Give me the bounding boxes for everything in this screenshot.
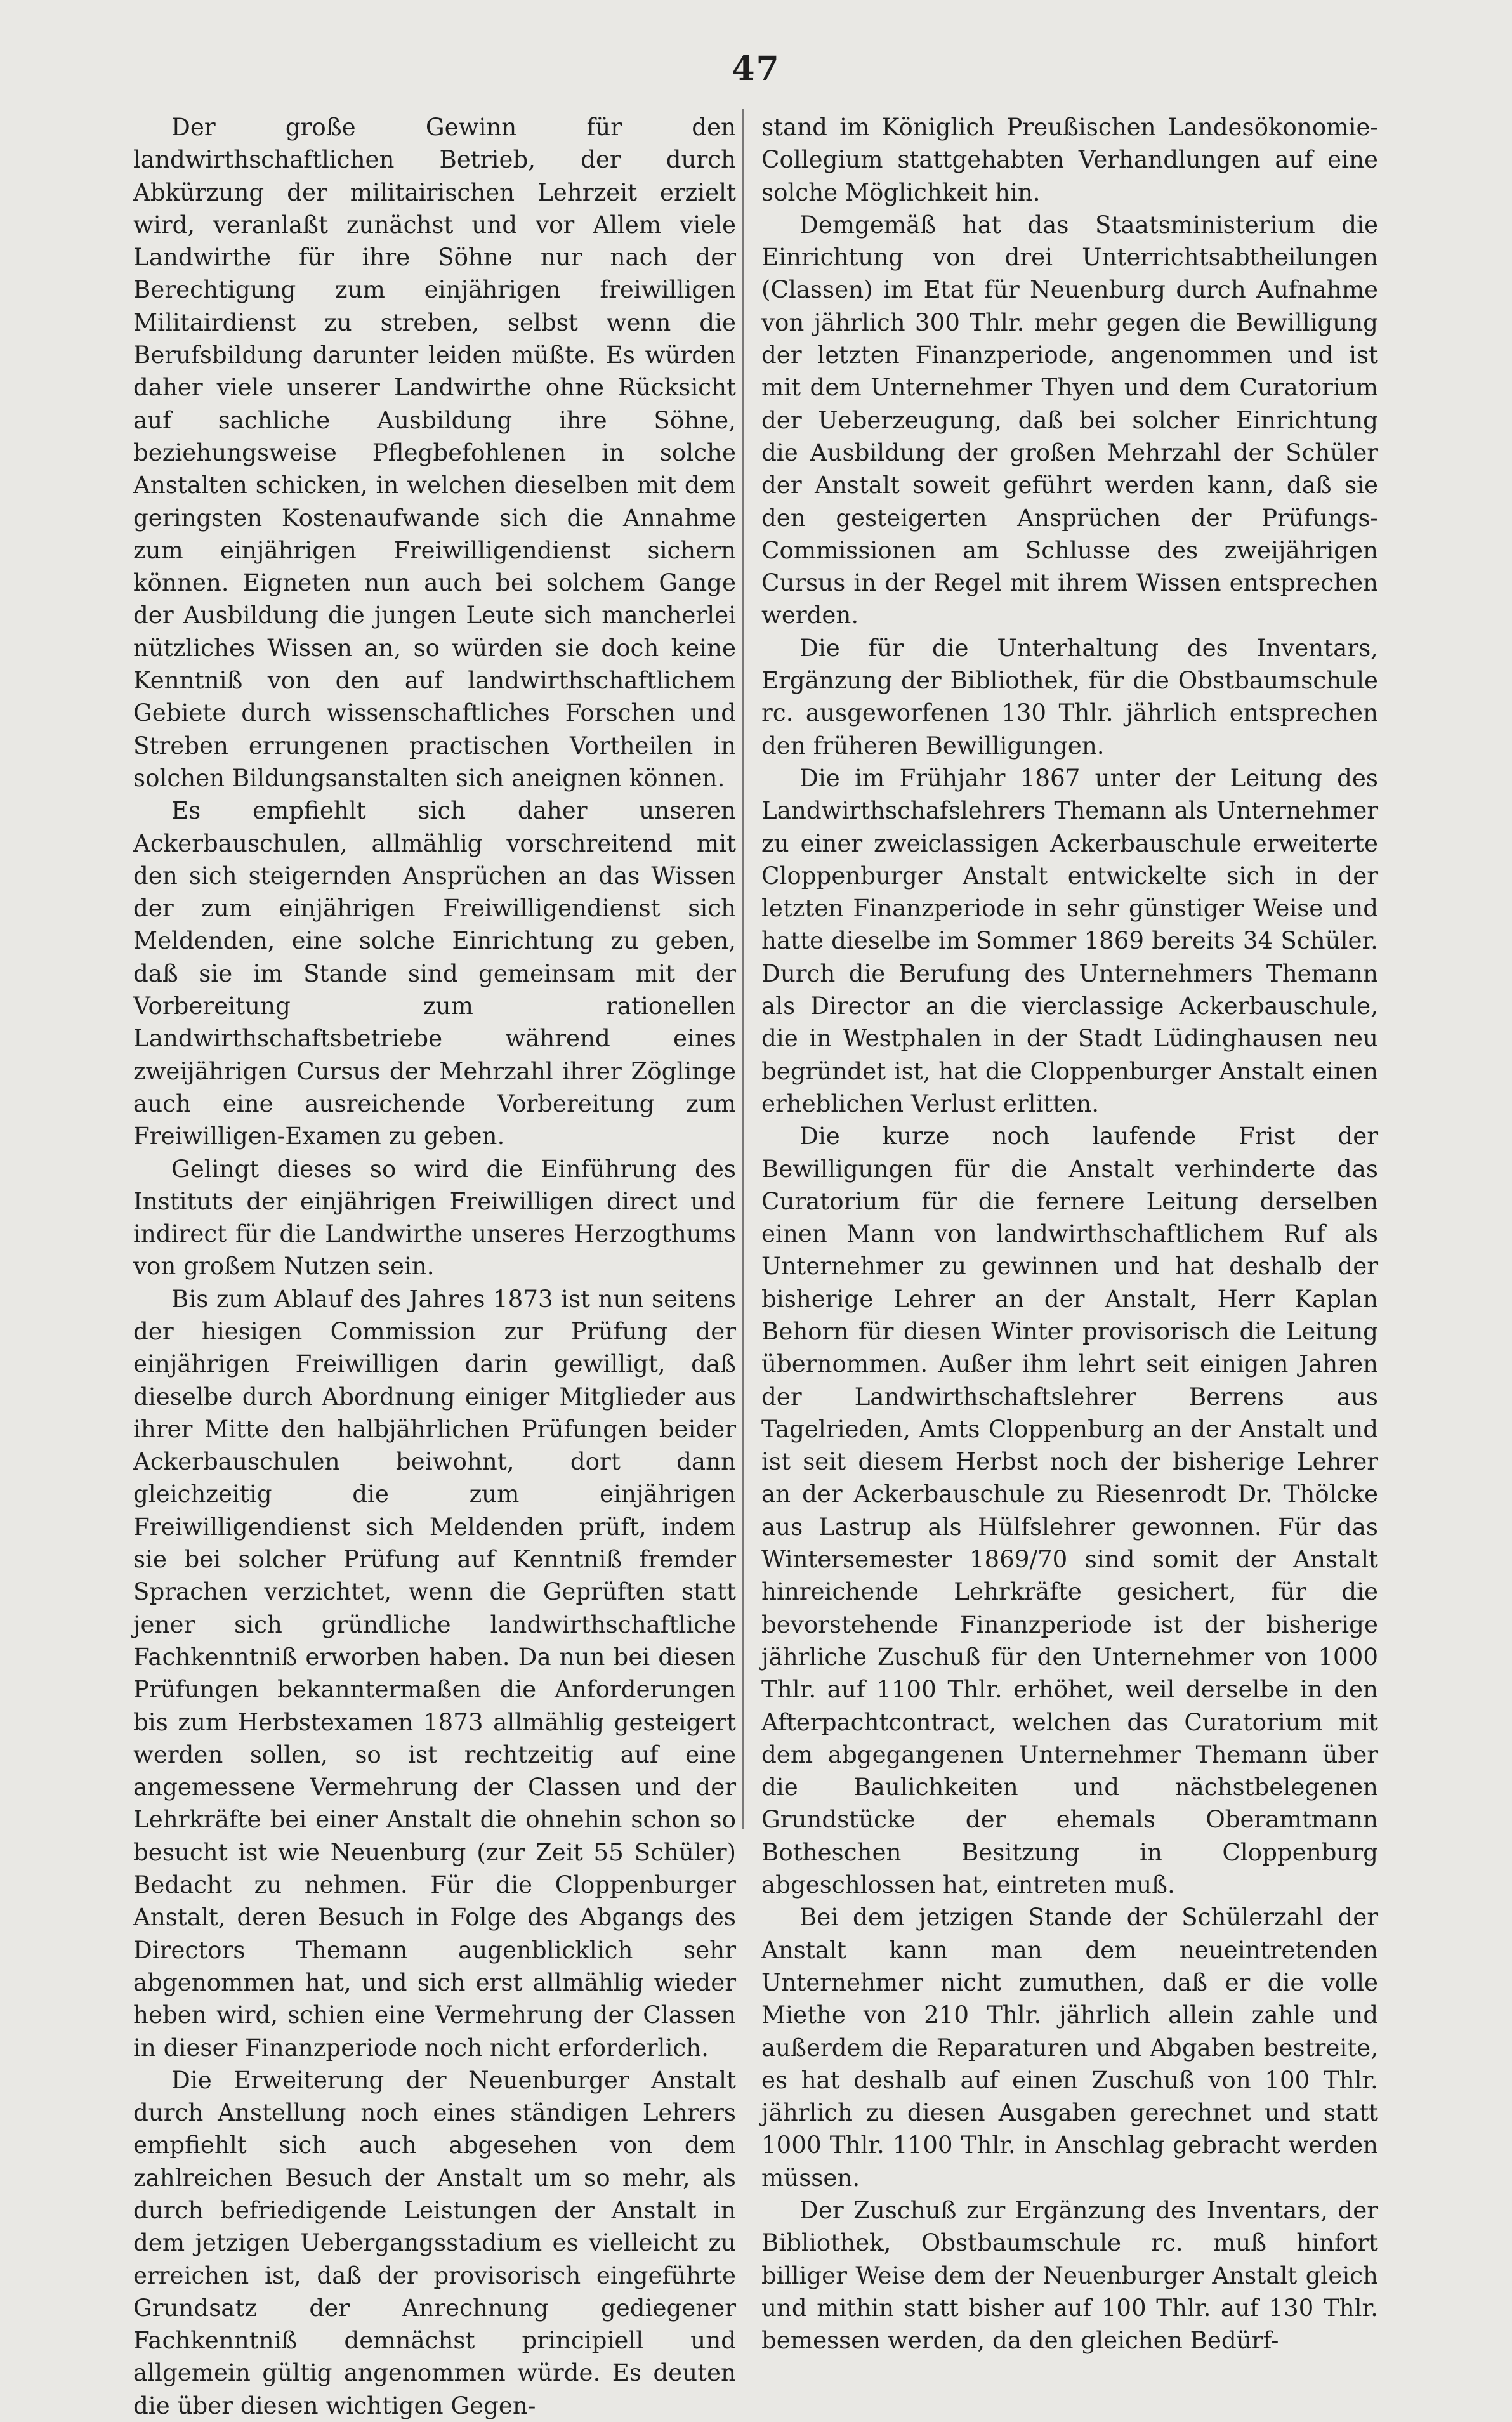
- paragraph: Die Erweiterung der Neuenburger Anstalt durch Anstellung noch eines ständigen Lehrers empfiehlt sich auch abgesehen von dem zahlreichen Besuch der Anstalt um so mehr, als durch befriedigende Leistungen der Anstalt in dem jetzigen Uebergangsstadium es vielleicht zu erreichen ist, daß der provisorisch eingeführte Grundsatz der Anrechnung gediegener Fachkenntniß demnächst principiell und allgemein gültig angenommen würde. Es deuten die über diesen wichtigen Gegen-: [133, 2065, 736, 2419]
- right-column: [761, 111, 1378, 2357]
- paragraph: Bei dem jetzigen Stande der Schülerzahl der Anstalt kann man dem neueintretenden Unternehmer nicht zumuthen, daß er die volle Miethe von 210 Thlr. jährlich allein zahle und außerdem die Reparaturen und Abgaben bestreite, es hat deshalb auf einen Zuschuß von 100 Thlr. jährlich zu diesen Ausgaben gerechnet und statt 1000 Thlr. 1100 Thlr. in Anschlag gebracht werden müssen.: [761, 1903, 1378, 2192]
- column-divider: [742, 109, 744, 1829]
- paragraph: Die im Frühjahr 1867 unter der Leitung des Landwirthschafslehrers Themann als Unternehmer zu einer zweiclassigen Ackerbauschule erweiterte Cloppenburger Anstalt entwickelte sich in der letzten Finanzperiode in sehr günstiger Weise und hatte dieselbe im Sommer 1869 bereits 34 Schüler. Durch die Berufung des Unternehmers Themann als Director an die vierclassige Ackerbauschule, die in Westphalen in der Stadt Lüdinghausen neu begründet ist, hat die Cloppenburger Anstalt einen erheblichen Verlust erlitten.: [761, 763, 1378, 1117]
- page-number: 47: [732, 49, 780, 88]
- paragraph: Es empfiehlt sich daher unseren Ackerbauschulen, allmählig vorschreitend mit den sich steigernden Ansprüchen an das Wissen der zum einjährigen Freiwilligendienst sich Meldenden, eine solche Einrichtung zu geben, daß sie im Stande sind gemeinsam mit der Vorbereitung zum rationellen Landwirthschaftsbetriebe während eines zweijährigen Cursus der Mehrzahl ihrer Zöglinge auch eine ausreichende Vorbereitung zum Freiwilligen-Examen zu geben.: [133, 796, 736, 1150]
- paragraph: Die kurze noch laufende Frist der Bewilligungen für die Anstalt verhinderte das Curatorium für die fernere Leitung derselben einen Mann von landwirthschaftlichem Ruf als Unternehmer zu gewinnen und hat deshalb der bisherige Lehrer an der Anstalt, Herr Kaplan Behorn für diesen Winter provisorisch die Leitung übernommen. Außer ihm lehrt seit einigen Jahren der Landwirthschaftslehrer Berrens aus Tagelrieden, Amts Cloppenburg an der Anstalt und ist seit diesem Herbst noch der bisherige Lehrer an der Ackerbauschule zu Riesenrodt Dr. Thölcke aus Lastrup als Hülfslehrer gewonnen. Für das Wintersemester 1869/70 sind somit der Anstalt hinreichende Lehrkräfte gesichert, für die bevorstehende Finanzperiode ist der bisherige jährliche Zuschuß für den Unternehmer von 1000 Thlr. auf 1100 Thlr. erhöhet, weil derselbe in den Afterpachtcontract, welchen das Curatorium mit dem abgegangenen Unternehmer Themann über die Baulichkeiten und nächstbelegenen Grundstücke der ehemals Oberamtmann Botheschen Besitzung in Cloppenburg abgeschlossen hat, eintreten muß.: [761, 1122, 1378, 1899]
- paragraph: Der Zuschuß zur Ergänzung des Inventars, der Bibliothek, Obstbaumschule rc. muß hinfort billiger Weise dem der Neuenburger Anstalt gleich und mithin statt bisher auf 100 Thlr. auf 130 Thlr. bemessen werden, da den gleichen Bedürf-: [761, 2196, 1378, 2355]
- paragraph: Der große Gewinn für den landwirthschaftlichen Betrieb, der durch Abkürzung der militairischen Lehrzeit erzielt wird, veranlaßt zunächst und vor Allem viele Landwirthe für ihre Söhne nur nach der Berechtigung zum einjährigen freiwilligen Militairdienst zu streben, selbst wenn die Berufsbildung darunter leiden müßte. Es würden daher viele unserer Landwirthe ohne Rücksicht auf sachliche Ausbildung ihre Söhne, beziehungsweise Pflegbefohlenen in solche Anstalten schicken, in welchen dieselben mit dem geringsten Kostenaufwande sich die Annahme zum einjährigen Freiwilligendienst sichern können. Eigneten nun auch bei solchem Gange der Ausbildung die jungen Leute sich mancherlei nützliches Wissen an, so würden sie doch keine Kenntniß von den auf landwirthschaftlichem Gebiete durch wissenschaftliches Forschen und Streben errungenen practischen Vortheilen in solchen Bildungsanstalten sich aneignen können.: [133, 113, 736, 792]
- paragraph: Demgemäß hat das Staatsministerium die Einrichtung von drei Unterrichtsabtheilungen (Classen) im Etat für Neuenburg durch Aufnahme von jährlich 300 Thlr. mehr gegen die Bewilligung der letzten Finanzperiode, angenommen und ist mit dem Unternehmer Thyen und dem Curatorium der Ueberzeugung, daß bei solcher Einrichtung die Ausbildung der großen Mehrzahl der Schüler der Anstalt soweit geführt werden kann, daß sie den gesteigerten Ansprüchen der Prüfungs-Commissionen am Schlusse des zweijährigen Cursus in der Regel mit ihrem Wissen entsprechen werden.: [761, 210, 1378, 629]
- paragraph: Bis zum Ablauf des Jahres 1873 ist nun seitens der hiesigen Commission zur Prüfung der einjährigen Freiwilligen darin gewilligt, daß dieselbe durch Abordnung einiger Mitglieder aus ihrer Mitte den halbjährlichen Prüfungen beider Ackerbauschulen beiwohnt, dort dann gleichzeitig die zum einjährigen Freiwilligendienst sich Meldenden prüft, indem sie bei solcher Prüfung auf Kenntniß fremder Sprachen verzichtet, wenn die Geprüften statt jener sich gründliche landwirthschaftliche Fachkenntniß erworben haben. Da nun bei diesen Prüfungen bekanntermaßen die Anforderungen bis zum Herbstexamen 1873 allmählig gesteigert werden sollen, so ist rechtzeitig auf eine angemessene Vermehrung der Classen und der Lehrkräfte bei einer Anstalt die ohnehin schon so besucht ist wie Neuenburg (zur Zeit 55 Schüler) Bedacht zu nehmen. Für die Cloppenburger Anstalt, deren Besuch in Folge des Abgangs des Directors Themann augenblicklich sehr abgenommen hat, und sich erst allmählig wieder heben wird, schien eine Vermehrung der Classen in dieser Finanzperiode noch nicht erforderlich.: [133, 1284, 736, 2062]
- paragraph: Gelingt dieses so wird die Einführung des Instituts der einjährigen Freiwilligen direct und indirect für die Landwirthe unseres Herzogthums von großem Nutzen sein.: [133, 1154, 736, 1280]
- paragraph: Die für die Unterhaltung des Inventars, Ergänzung der Bibliothek, für die Obstbaumschule rc. ausgeworfenen 130 Thlr. jährlich entsprechen den früheren Bewilligungen.: [761, 633, 1378, 760]
- paragraph: stand im Königlich Preußischen Landesökonomie-Collegium stattgehabten Verhandlungen auf eine solche Möglichkeit hin.: [761, 113, 1378, 206]
- left-column: [133, 111, 736, 2422]
